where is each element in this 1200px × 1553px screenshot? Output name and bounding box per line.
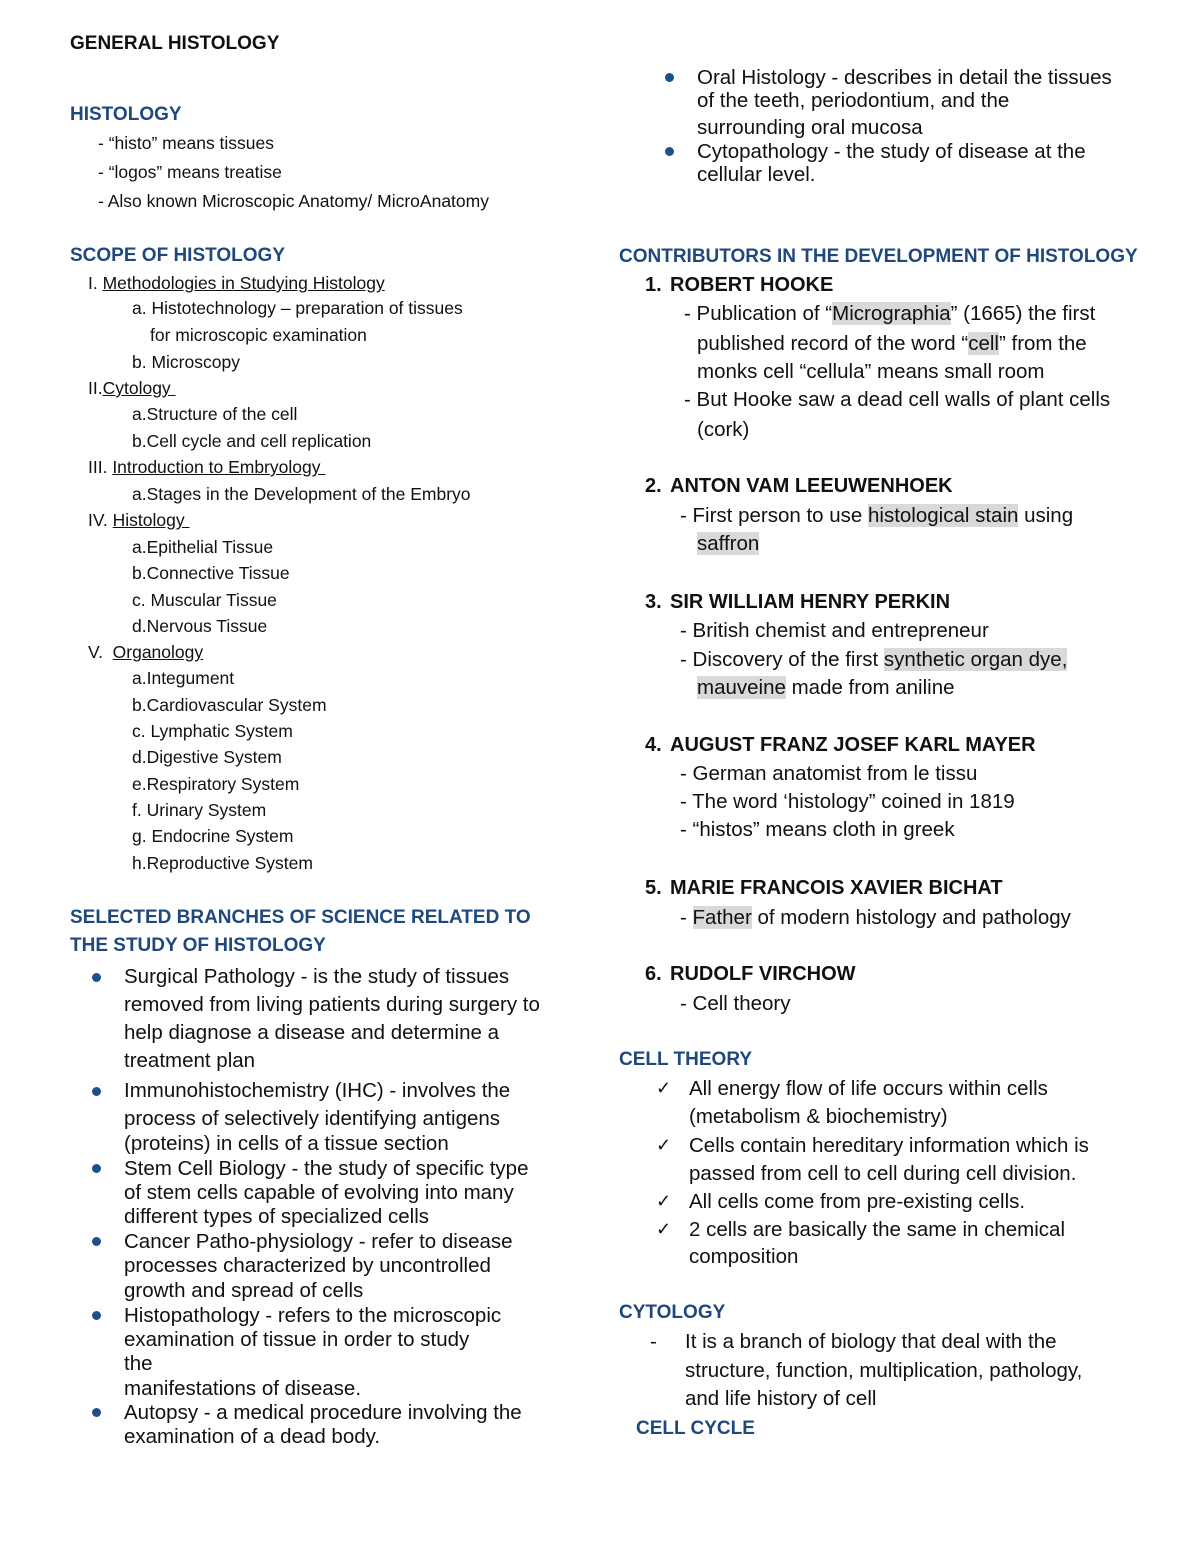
check-icon: ✓ [656, 1191, 672, 1211]
branch-histopathology: Histopathology - refers to the microscopic [124, 1304, 502, 1327]
scope-ii-prefix: II. [88, 378, 103, 398]
branches-heading: SELECTED BRANCHES OF SCIENCE RELATED TO [70, 907, 531, 928]
text-span: using [1018, 504, 1074, 527]
contributor-detail: - Cell theory [680, 992, 791, 1015]
branches-heading-cont: THE STUDY OF HISTOLOGY [70, 935, 326, 956]
contributors-heading: CONTRIBUTORS IN THE DEVELOPMENT OF HISTOLOGY [619, 246, 1138, 267]
contributor-detail: - British chemist and entrepreneur [680, 619, 989, 642]
branch-ihc: Immunohistochemistry (IHC) - involves the [124, 1079, 511, 1102]
scope-ii-label: Cytology [102, 378, 171, 398]
contributor-detail [680, 648, 1067, 672]
branch-stem-cell: different types of specialized cells [124, 1205, 430, 1228]
scope-i-a-cont: for microscopic examination [150, 325, 367, 345]
contributor-detail [684, 302, 1095, 326]
scope-v-item: h.Reproductive System [132, 853, 313, 873]
scope-ii-a: a.Structure of the cell [132, 404, 298, 424]
contributor-detail [697, 332, 1087, 356]
scope-v-label: Organology [112, 642, 204, 662]
branch-surgical: help diagnose a disease and determine a [124, 1021, 499, 1044]
bullet-icon [665, 147, 674, 156]
cytology-heading: CYTOLOGY [619, 1302, 726, 1323]
cell-theory-item: (metabolism & biochemistry) [689, 1105, 948, 1128]
bullet-icon [92, 1237, 101, 1246]
text-span: - Discovery of the first [680, 648, 884, 671]
highlight-cell: cell [968, 332, 999, 355]
scope-iv-item: a.Epithelial Tissue [132, 537, 274, 557]
contributor-detail [697, 532, 759, 556]
branch-oral-histology: of the teeth, periodontium, and the [697, 89, 1010, 112]
highlight-father: Father [692, 906, 752, 929]
scope-i-label: Methodologies in Studying Histology [102, 273, 385, 293]
branch-cancer: growth and spread of cells [124, 1279, 364, 1302]
scope-v-item: a.Integument [132, 668, 235, 688]
contributor-number: 3. [645, 591, 662, 613]
text-span: published record of the word “ [697, 332, 969, 355]
cell-theory-item: 2 cells are basically the same in chemical [689, 1218, 1065, 1241]
contributor-name: MARIE FRANCOIS XAVIER BICHAT [670, 877, 1003, 899]
branch-histopathology: the [124, 1352, 153, 1375]
scope-iv-label: Histology [112, 510, 185, 530]
contributor-name: SIR WILLIAM HENRY PERKIN [670, 591, 951, 613]
scope-iv-item: d.Nervous Tissue [132, 616, 268, 636]
contributor-detail [680, 504, 1073, 528]
scope-ii-b: b.Cell cycle and cell replication [132, 431, 372, 451]
scope-i-prefix: I. [88, 273, 103, 293]
highlight-saffron: saffron [697, 532, 760, 555]
dash-marker: - [650, 1330, 657, 1353]
bullet-icon [92, 1311, 101, 1320]
scope-v-prefix: V. [88, 642, 113, 662]
contributor-number: 2. [645, 475, 662, 497]
scope-v-item: c. Lymphatic System [132, 721, 293, 741]
bullet-icon [92, 1087, 101, 1096]
branch-surgical: treatment plan [124, 1049, 256, 1072]
bullet-icon [665, 73, 674, 82]
contributor-detail: - But Hooke saw a dead cell walls of plant cells [684, 388, 1111, 411]
contributor-detail: - “histos” means cloth in greek [680, 818, 955, 841]
contributor-number: 1. [645, 274, 662, 296]
histology-item: - Also known Microscopic Anatomy/ MicroAnatomy [98, 191, 489, 211]
histology-item: - “histo” means tissues [98, 133, 275, 153]
cytology-text: It is a branch of biology that deal with the [685, 1330, 1057, 1353]
scope-v-item: d.Digestive System [132, 747, 282, 767]
scope-heading: SCOPE OF HISTOLOGY [70, 245, 286, 266]
check-icon: ✓ [656, 1219, 672, 1239]
bullet-icon [92, 1164, 101, 1173]
scope-section-v [88, 642, 203, 663]
branch-surgical: removed from living patients during surgery to [124, 993, 540, 1016]
document-title: GENERAL HISTOLOGY [70, 33, 280, 54]
cell-theory-item: passed from cell to cell during cell division. [689, 1162, 1077, 1185]
branch-cancer: Cancer Patho-physiology - refer to disease [124, 1230, 513, 1253]
contributor-number: 5. [645, 877, 662, 899]
contributor-detail: (cork) [697, 418, 750, 441]
highlight-micrographia: Micrographia [832, 302, 951, 325]
scope-section-iv [88, 510, 247, 531]
scope-section-i [88, 273, 385, 294]
scope-i-a: a. Histotechnology – preparation of tissues [132, 298, 463, 318]
cytology-text: and life history of cell [685, 1387, 877, 1410]
cell-theory-item: All energy flow of life occurs within cells [689, 1077, 1048, 1100]
contributor-detail [680, 906, 1071, 930]
scope-section-ii [88, 378, 231, 399]
contributor-name: AUGUST FRANZ JOSEF KARL MAYER [670, 734, 1036, 756]
contributor-name: RUDOLF VIRCHOW [670, 963, 856, 985]
scope-v-item: f. Urinary System [132, 800, 267, 820]
branch-histopathology: examination of tissue in order to study [124, 1328, 470, 1351]
check-icon: ✓ [656, 1135, 672, 1155]
branch-ihc: (proteins) in cells of a tissue section [124, 1132, 449, 1155]
contributor-number: 6. [645, 963, 662, 985]
cell-theory-heading: CELL THEORY [619, 1049, 753, 1070]
text-span: - Publication of “ [684, 302, 833, 325]
branch-autopsy: Autopsy - a medical procedure involving the [124, 1401, 522, 1424]
text-span: - First person to use [680, 504, 868, 527]
scope-v-item: b.Cardiovascular System [132, 695, 327, 715]
highlight-mauveine: mauveine [697, 676, 786, 699]
branch-cancer: processes characterized by uncontrolled [124, 1254, 491, 1277]
scope-iv-item: c. Muscular Tissue [132, 590, 277, 610]
bullet-icon [92, 1408, 101, 1417]
branch-stem-cell: of stem cells capable of evolving into many [124, 1181, 514, 1204]
histology-heading: HISTOLOGY [70, 104, 182, 125]
histology-item: - “logos” means treatise [98, 162, 282, 182]
scope-v-item: e.Respiratory System [132, 774, 300, 794]
scope-iii-a: a.Stages in the Development of the Embryo [132, 484, 471, 504]
cell-theory-item: All cells come from pre-existing cells. [689, 1190, 1026, 1213]
cell-theory-item: composition [689, 1245, 799, 1268]
contributor-detail: - The word ‘histology” coined in 1819 [680, 790, 1015, 813]
check-icon: ✓ [656, 1078, 672, 1098]
contributor-name: ROBERT HOOKE [670, 274, 834, 296]
branch-oral-histology: surrounding oral mucosa [697, 116, 923, 139]
contributor-number: 4. [645, 734, 662, 756]
bullet-icon [92, 973, 101, 982]
contributor-name: ANTON VAM LEEUWENHOEK [670, 475, 953, 497]
text-span: of modern histology and pathology [751, 906, 1071, 929]
branch-surgical: Surgical Pathology - is the study of tissues [124, 965, 510, 988]
text-span: - [680, 906, 693, 929]
scope-v-item: g. Endocrine System [132, 826, 294, 846]
cell-theory-item: Cells contain hereditary information which is [689, 1134, 1089, 1157]
scope-iii-label: Introduction to Embryology [112, 457, 321, 477]
scope-iv-prefix: IV. [88, 510, 113, 530]
cytology-text: structure, function, multiplication, pathology, [685, 1359, 1083, 1382]
branch-ihc: process of selectively identifying antigens [124, 1107, 501, 1130]
scope-i-b: b. Microscopy [132, 352, 240, 372]
branch-cytopathology: cellular level. [697, 163, 816, 186]
contributor-detail: monks cell “cellula” means small room [697, 360, 1045, 383]
text-span: made from aniline [785, 676, 955, 699]
text-span: ” (1665) the first [950, 302, 1096, 325]
branch-autopsy: examination of a dead body. [124, 1425, 381, 1448]
text-span: ” from the [998, 332, 1087, 355]
contributor-detail [697, 676, 955, 700]
highlight-synthetic-dye: synthetic organ dye, [883, 648, 1068, 671]
scope-iv-item: b.Connective Tissue [132, 563, 290, 583]
branch-stem-cell: Stem Cell Biology - the study of specific type [124, 1157, 529, 1180]
branch-histopathology: manifestations of disease. [124, 1377, 362, 1400]
branch-cytopathology: Cytopathology - the study of disease at the [697, 140, 1086, 163]
highlight-histological-stain: histological stain [867, 504, 1019, 527]
branch-oral-histology: Oral Histology - describes in detail the tissues [697, 66, 1112, 89]
scope-section-iii [88, 457, 378, 478]
contributor-detail: - German anatomist from le tissu [680, 762, 978, 785]
cell-cycle-heading: CELL CYCLE [636, 1418, 755, 1439]
scope-iii-prefix: III. [88, 457, 113, 477]
